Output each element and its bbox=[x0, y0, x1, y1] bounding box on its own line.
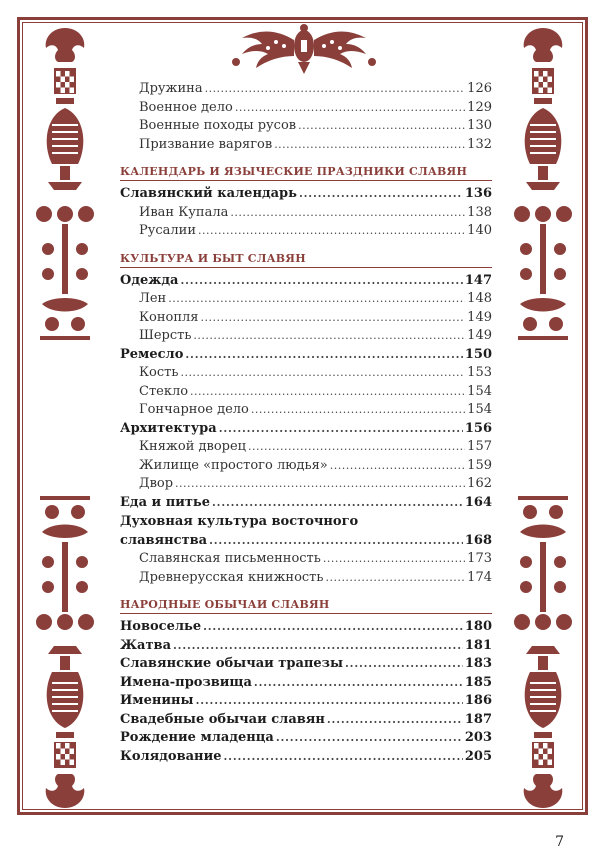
toc-leader-dots bbox=[205, 80, 466, 98]
toc-leader-dots bbox=[219, 420, 463, 438]
toc-leader-dots bbox=[248, 438, 465, 456]
toc-leader-dots bbox=[196, 692, 463, 710]
toc-leader-dots bbox=[180, 272, 462, 290]
toc-entry-title: Древнерусская книжность bbox=[139, 569, 324, 585]
toc-entry-title: Военное дело bbox=[139, 99, 233, 115]
vase-ornament-icon bbox=[510, 492, 576, 812]
toc-entry-title: славянства bbox=[120, 533, 208, 548]
toc-leader-dots bbox=[180, 364, 465, 382]
toc-entry-title: Духовная культура восточного bbox=[120, 514, 359, 529]
toc-leader-dots bbox=[173, 637, 463, 655]
toc-entry[interactable] bbox=[120, 401, 492, 420]
toc-leader-dots bbox=[175, 475, 465, 493]
toc-entry-page: 180 bbox=[464, 619, 492, 634]
toc-entry-page: 140 bbox=[467, 223, 492, 238]
toc-entry[interactable] bbox=[120, 711, 492, 730]
toc-entry-title: Славянские обычаи трапезы bbox=[120, 656, 343, 671]
toc-entry-title: Лен bbox=[139, 291, 167, 306]
toc-entry-title: Жатва bbox=[120, 637, 171, 653]
toc-entry[interactable] bbox=[120, 512, 492, 550]
toc-entry-title: Призвание варягов bbox=[139, 136, 273, 152]
toc-entry[interactable] bbox=[120, 674, 492, 693]
toc-entry-title: Ремесло bbox=[120, 346, 184, 362]
toc-entry[interactable] bbox=[120, 309, 492, 328]
toc-entry-page: 183 bbox=[464, 656, 492, 671]
toc-entry-page: 153 bbox=[467, 365, 492, 380]
toc-entry-title: Еда и питье bbox=[120, 494, 210, 510]
toc-leader-dots bbox=[327, 711, 463, 729]
toc-leader-dots bbox=[201, 309, 466, 327]
toc-entry-title: Свадебные обычаи славян bbox=[120, 711, 325, 727]
toc-entry-page: 148 bbox=[467, 291, 492, 306]
toc-entry-page: 126 bbox=[467, 81, 492, 96]
toc-entry-page: 154 bbox=[467, 402, 492, 417]
toc-entry-page: 203 bbox=[464, 730, 492, 745]
toc-entry-title: Колядование bbox=[120, 748, 222, 764]
vase-ornament-icon bbox=[32, 492, 98, 812]
toc-leader-dots bbox=[193, 327, 465, 345]
toc-entry-title: Русалии bbox=[139, 223, 197, 238]
section-heading: НАРОДНЫЕ ОБЫЧАИ СЛАВЯН bbox=[120, 597, 492, 614]
toc-entry-title: Гончарное дело bbox=[139, 402, 249, 417]
toc-entry-page: 136 bbox=[464, 186, 492, 201]
toc-entry-title: Жилище «простого людья» bbox=[139, 457, 328, 473]
toc-entry-page: 159 bbox=[467, 457, 492, 473]
toc-entry[interactable] bbox=[120, 494, 492, 513]
section-heading: КАЛЕНДАРЬ И ЯЗЫЧЕСКИЕ ПРАЗДНИКИ СЛАВЯН bbox=[120, 164, 492, 181]
toc-entry-title: Военные походы русов bbox=[139, 118, 297, 133]
toc-entry-page: 129 bbox=[467, 99, 492, 115]
table-of-contents bbox=[120, 80, 492, 766]
toc-entry-title: Имена-прозвища bbox=[120, 674, 252, 690]
toc-entry-page: 130 bbox=[467, 118, 492, 133]
toc-entry[interactable] bbox=[120, 655, 492, 674]
toc-leader-dots bbox=[330, 457, 465, 475]
toc-entry[interactable] bbox=[120, 222, 492, 241]
toc-leader-dots bbox=[235, 99, 465, 117]
toc-leader-dots bbox=[203, 618, 463, 636]
toc-entry-title: Дружина bbox=[139, 81, 203, 96]
toc-entry-page: 132 bbox=[467, 136, 492, 152]
toc-entry-title: Славянская письменность bbox=[139, 551, 321, 566]
toc-entry-page: 147 bbox=[464, 272, 492, 288]
toc-entry-title: Одежда bbox=[120, 272, 179, 288]
toc-entry-title: Архитектура bbox=[120, 420, 217, 436]
toc-leader-dots bbox=[212, 494, 463, 512]
toc-entry[interactable] bbox=[120, 748, 492, 767]
toc-leader-dots bbox=[230, 204, 465, 222]
toc-entry-title: Княжой дворец bbox=[139, 439, 247, 454]
toc-leader-dots bbox=[323, 550, 465, 568]
toc-entry-page: 138 bbox=[467, 204, 492, 220]
toc-entry-title: Иван Купала bbox=[139, 204, 229, 220]
toc-entry-page: 154 bbox=[467, 383, 492, 399]
toc-entry-page: 157 bbox=[467, 439, 492, 454]
toc-leader-dots bbox=[254, 674, 463, 692]
toc-entry[interactable] bbox=[120, 136, 492, 155]
toc-entry-page: 164 bbox=[464, 494, 492, 510]
toc-entry[interactable] bbox=[120, 475, 492, 494]
toc-entry-title: Именины bbox=[120, 693, 194, 708]
toc-entry-page: 168 bbox=[464, 533, 492, 548]
toc-leader-dots bbox=[299, 185, 463, 203]
toc-entry[interactable] bbox=[120, 457, 492, 476]
toc-entry-page: 149 bbox=[467, 328, 492, 343]
toc-leader-dots bbox=[276, 729, 463, 747]
toc-entry[interactable] bbox=[120, 204, 492, 223]
toc-entry-title: Новоселье bbox=[120, 619, 202, 634]
toc-entry[interactable] bbox=[120, 618, 492, 637]
toc-entry-page: 185 bbox=[464, 674, 492, 690]
toc-entry-title: Двор bbox=[139, 476, 174, 491]
toc-entry-title: Славянский календарь bbox=[120, 186, 297, 201]
toc-entry-page: 173 bbox=[467, 551, 492, 566]
toc-entry[interactable] bbox=[120, 550, 492, 569]
toc-entry[interactable] bbox=[120, 290, 492, 309]
toc-leader-dots bbox=[274, 136, 465, 154]
section-heading: КУЛЬТУРА И БЫТ СЛАВЯН bbox=[120, 251, 492, 268]
toc-entry[interactable] bbox=[120, 569, 492, 588]
page-number: 7 bbox=[555, 834, 564, 850]
toc-entry[interactable] bbox=[120, 383, 492, 402]
toc-entry-title: Шерсть bbox=[139, 328, 192, 343]
toc-entry[interactable] bbox=[120, 420, 492, 439]
toc-entry[interactable] bbox=[120, 364, 492, 383]
toc-entry[interactable] bbox=[120, 80, 492, 99]
toc-entry[interactable] bbox=[120, 438, 492, 457]
toc-entry-page: 156 bbox=[464, 420, 492, 436]
vase-ornament-icon bbox=[32, 24, 98, 344]
toc-entry-page: 181 bbox=[464, 637, 492, 653]
toc-entry-page: 174 bbox=[467, 569, 492, 585]
toc-entry-title: Кость bbox=[139, 365, 179, 380]
toc-entry-page: 186 bbox=[464, 693, 492, 708]
toc-entry-page: 162 bbox=[467, 476, 492, 491]
toc-leader-dots bbox=[168, 290, 465, 308]
toc-entry[interactable] bbox=[120, 117, 492, 136]
toc-entry[interactable] bbox=[120, 692, 492, 711]
toc-entry[interactable] bbox=[120, 99, 492, 118]
toc-entry-title: Стекло bbox=[139, 383, 189, 399]
toc-entry-page: 149 bbox=[467, 309, 492, 325]
toc-leader-dots bbox=[325, 569, 465, 587]
toc-leader-dots bbox=[345, 655, 463, 673]
toc-entry[interactable] bbox=[120, 185, 492, 204]
toc-leader-dots bbox=[190, 383, 465, 401]
toc-entry[interactable] bbox=[120, 346, 492, 365]
toc-entry-page: 187 bbox=[464, 711, 492, 727]
toc-entry[interactable] bbox=[120, 327, 492, 346]
toc-leader-dots bbox=[251, 401, 465, 419]
toc-entry[interactable] bbox=[120, 729, 492, 748]
toc-entry-page: 205 bbox=[464, 748, 492, 764]
toc-leader-dots bbox=[209, 531, 463, 550]
toc-entry-title: Конопля bbox=[139, 309, 199, 325]
toc-leader-dots bbox=[198, 222, 465, 240]
toc-entry-title: Рождение младенца bbox=[120, 730, 274, 745]
toc-leader-dots bbox=[185, 346, 462, 364]
vase-ornament-icon bbox=[510, 24, 576, 344]
toc-entry-page: 150 bbox=[464, 346, 492, 362]
toc-entry[interactable] bbox=[120, 272, 492, 291]
toc-leader-dots bbox=[298, 117, 465, 135]
toc-entry[interactable] bbox=[120, 637, 492, 656]
toc-leader-dots bbox=[224, 748, 463, 766]
double-headed-bird-ornament-icon bbox=[228, 22, 380, 74]
